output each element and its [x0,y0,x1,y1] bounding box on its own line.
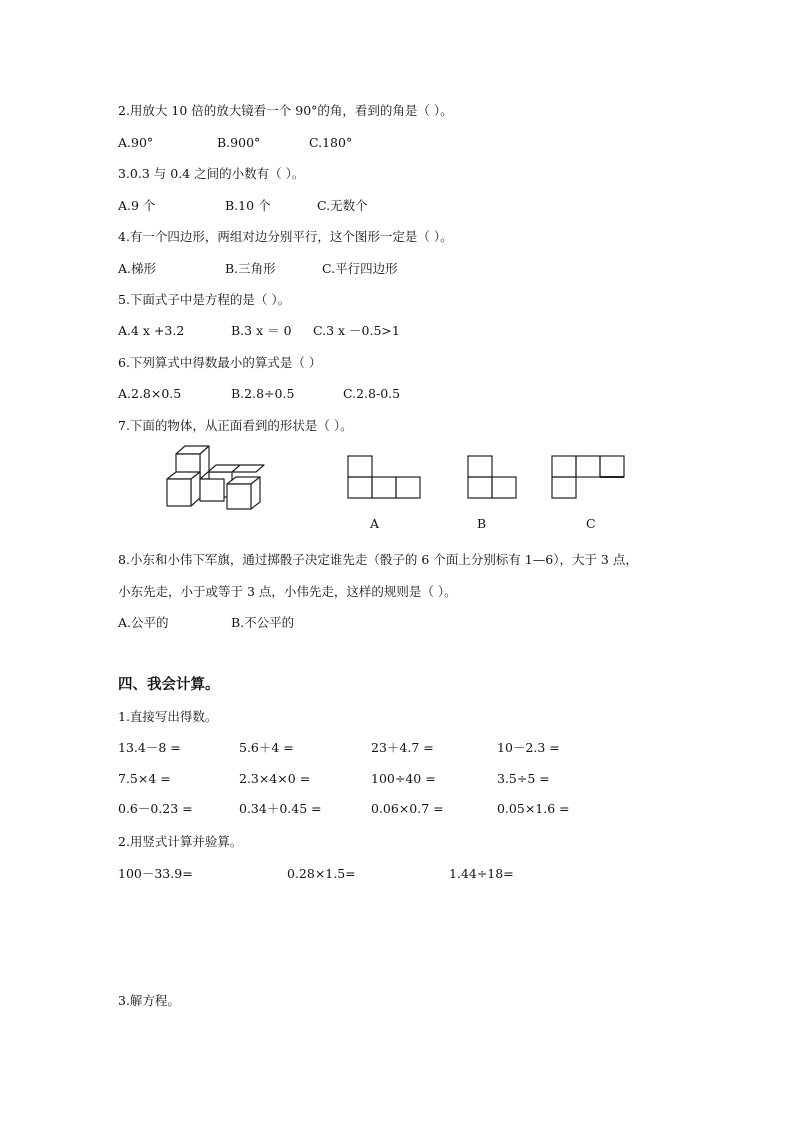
section-heading: 四、我会计算。 [118,677,220,693]
q2-option-b: B.900° [217,135,261,150]
calc-r2-c1: 7.5×4 = [118,771,171,786]
q8-stem-line1: 8.小东和小伟下军旗，通过掷骰子决定谁先走（骰子的 6 个面上分别标有 1—6），大于 3 点， [118,552,638,567]
part1-title: 1.直接写出得数。 [118,709,218,724]
q6-option-b: B.2.8÷0.5 [231,386,295,401]
q2-option-c: C.180° [309,135,353,150]
q7-figure-c [551,455,627,500]
calc-r2-c3: 100÷40 = [371,771,436,786]
q7-figure-a [347,455,422,500]
vertical-calc-1: 100－33.9= [118,866,193,881]
q3-option-b: B.10 个 [225,198,271,213]
q7-stem: 7.下面的物体，从正面看到的形状是（ ）。 [118,418,353,433]
q6-option-a: A.2.8×0.5 [118,386,182,401]
q5-option-b: B.3 x ＝ 0 [231,323,292,338]
q2-option-a: A.90° [118,135,154,150]
q5-option-c: C.3 x －0.5>1 [313,323,400,338]
calc-r1-c2: 5.6＋4 = [239,740,294,755]
q4-stem: 4.有一个四边形，两组对边分别平行，这个图形一定是（ ）。 [118,229,453,244]
calc-r3-c4: 0.05×1.6 = [497,801,570,816]
q7-label-a: A [370,516,380,531]
part3-title: 3.解方程。 [118,993,180,1008]
calc-r1-c1: 13.4－8 = [118,740,181,755]
calc-r3-c2: 0.34＋0.45 = [239,801,322,816]
q3-option-a: A.9 个 [118,198,156,213]
q5-stem: 5.下面式子中是方程的是（ ）。 [118,292,291,307]
calc-r1-c4: 10－2.3 = [497,740,560,755]
q4-option-b: B.三角形 [225,261,276,276]
q7-figure-b [467,455,519,500]
calc-r1-c3: 23＋4.7 = [371,740,434,755]
part2-title: 2.用竖式计算并验算。 [118,834,243,849]
vertical-calc-2: 0.28×1.5= [287,866,356,881]
q3-option-c: C.无数个 [317,198,368,213]
calc-r3-c1: 0.6－0.23 = [118,801,193,816]
q7-label-c: C [586,516,596,531]
q4-option-a: A.梯形 [118,261,157,276]
q6-stem: 6.下列算式中得数最小的算式是（ ） [118,355,322,370]
calc-r3-c3: 0.06×0.7 = [371,801,444,816]
q7-label-b: B [477,516,487,531]
q8-stem-line2: 小东先走，小于或等于 3 点，小伟先走，这样的规则是（ ）。 [118,584,457,599]
q6-option-c: C.2.8-0.5 [343,386,401,401]
q4-option-c: C.平行四边形 [322,261,398,276]
vertical-calc-3: 1.44÷18= [449,866,514,881]
calc-r2-c2: 2.3×4×0 = [239,771,311,786]
q3-stem: 3.0.3 与 0.4 之间的小数有（ ）。 [118,166,305,181]
cube-stack-figure [160,442,275,512]
q2-stem: 2.用放大 10 倍的放大镜看一个 90°的角，看到的角是（ ）。 [118,103,453,118]
calc-r2-c4: 3.5÷5 = [497,771,550,786]
q8-option-a: A.公平的 [118,615,169,630]
q8-option-b: B.不公平的 [231,615,295,630]
q5-option-a: A.4 x +3.2 [118,323,185,338]
